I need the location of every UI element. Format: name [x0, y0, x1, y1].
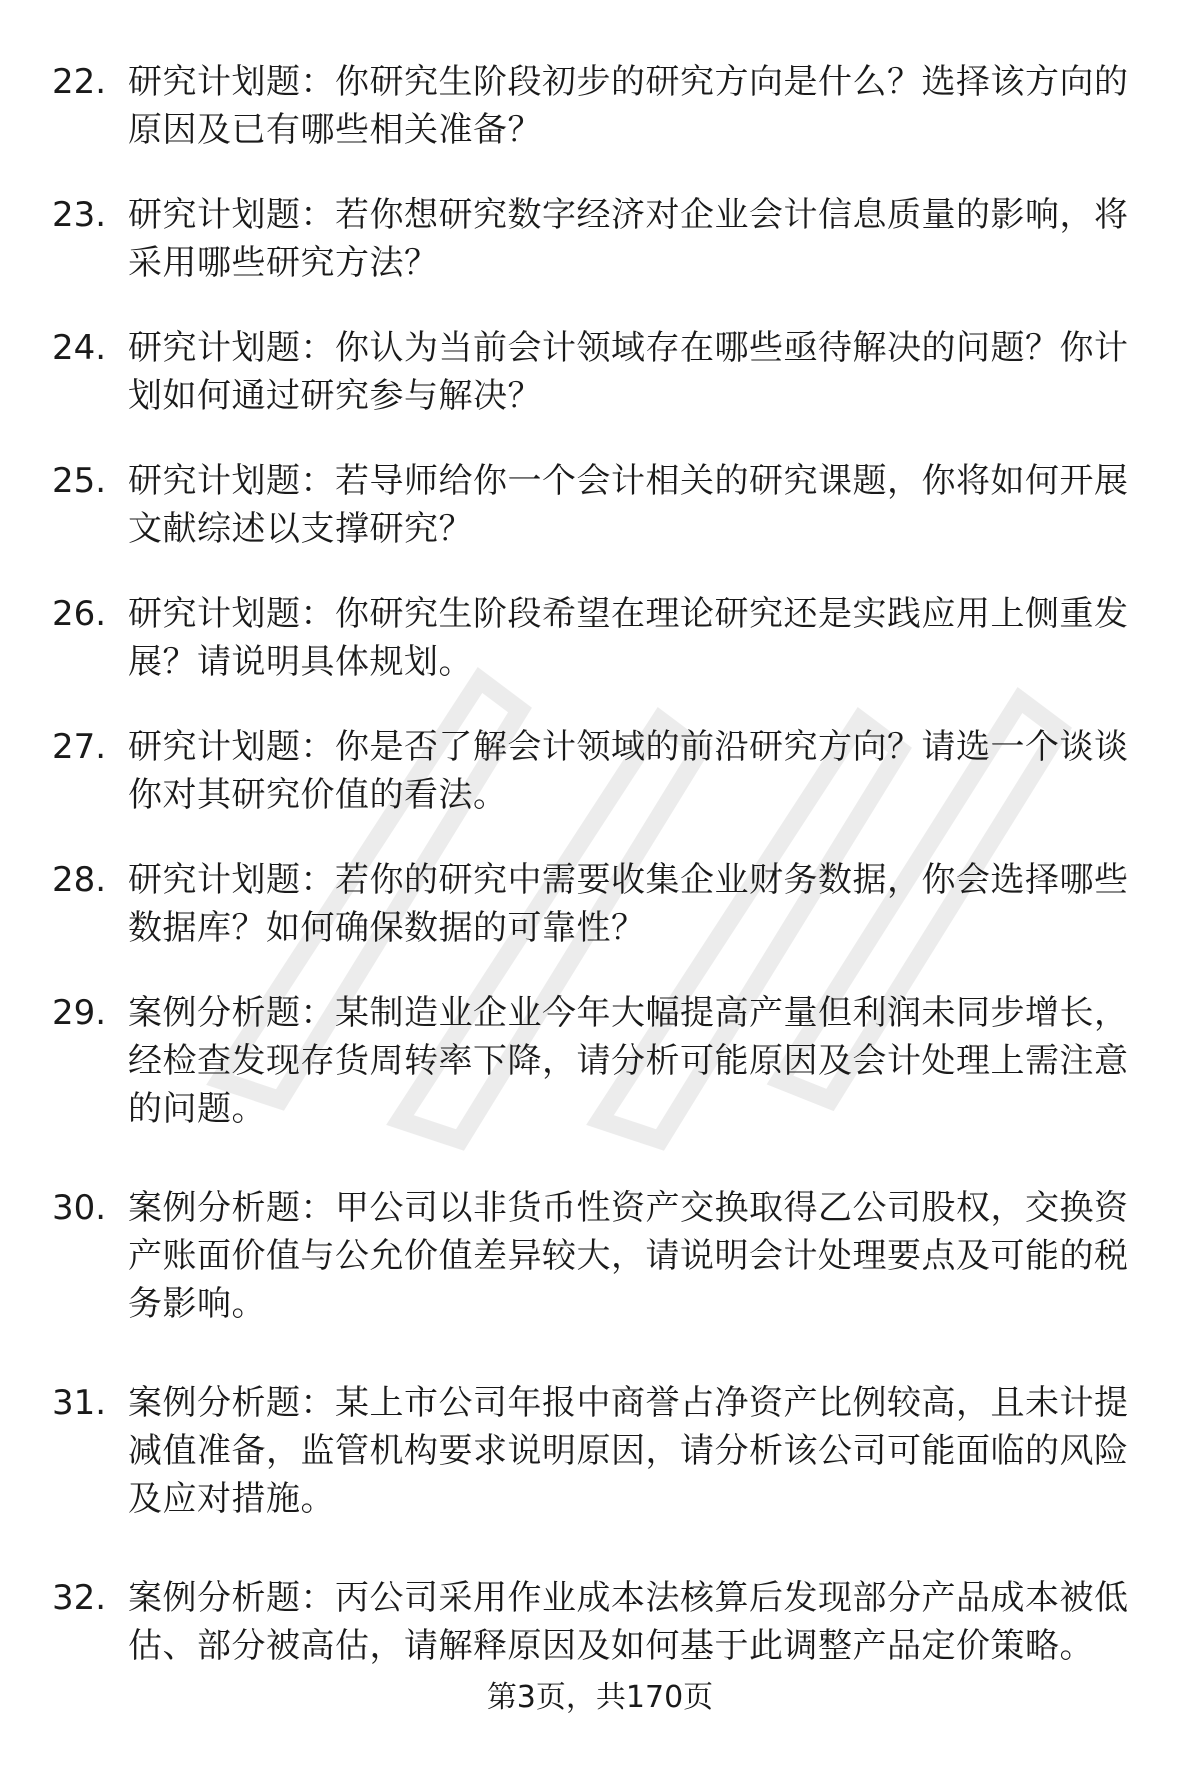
question-item [0, 856, 1200, 989]
question-text: 研究计划题：你认为当前会计领域存在哪些亟待解决的问题？你计划如何通过研究参与解决？ [128, 328, 1129, 416]
question-item [0, 324, 1200, 457]
question-text: 研究计划题：你研究生阶段初步的研究方向是什么？选择该方向的原因及已有哪些相关准备？ [128, 62, 1129, 150]
question-item [0, 590, 1200, 723]
question-number: 32. [52, 1578, 107, 1618]
question-text: 研究计划题：若你想研究数字经济对企业会计信息质量的影响，将采用哪些研究方法？ [128, 195, 1129, 283]
question-text: 研究计划题：你是否了解会计领域的前沿研究方向？请选一个谈谈你对其研究价值的看法。 [128, 727, 1129, 815]
question-list [0, 58, 1200, 1769]
question-text: 案例分析题：丙公司采用作业成本法核算后发现部分产品成本被低估、部分被高估，请解释原因及如何基于此调整产品定价策略。 [128, 1578, 1129, 1666]
question-text: 研究计划题：你研究生阶段希望在理论研究还是实践应用上侧重发展？请说明具体规划。 [128, 594, 1129, 682]
question-number: 30. [52, 1188, 107, 1228]
question-text: 案例分析题：某上市公司年报中商誉占净资产比例较高，且未计提减值准备，监管机构要求说明原因，请分析该公司可能面临的风险及应对措施。 [128, 1383, 1129, 1519]
question-item [0, 1574, 1200, 1769]
question-text: 案例分析题：甲公司以非货币性资产交换取得乙公司股权，交换资产账面价值与公允价值差异较大，请说明会计处理要点及可能的税务影响。 [128, 1188, 1129, 1324]
question-item [0, 191, 1200, 324]
question-number: 25. [52, 461, 107, 501]
question-text: 研究计划题：若导师给你一个会计相关的研究课题，你将如何开展文献综述以支撑研究？ [128, 461, 1129, 549]
question-item [0, 1379, 1200, 1574]
question-number: 27. [52, 727, 107, 767]
question-item [0, 723, 1200, 856]
question-item [0, 989, 1200, 1184]
question-number: 22. [52, 62, 107, 102]
question-item [0, 457, 1200, 590]
question-number: 28. [52, 860, 107, 900]
question-text: 案例分析题：某制造业企业今年大幅提高产量但利润未同步增长，经检查发现存货周转率下降，请分析可能原因及会计处理上需注意的问题。 [128, 993, 1129, 1129]
question-number: 23. [52, 195, 107, 235]
question-number: 31. [52, 1383, 107, 1423]
question-number: 26. [52, 594, 107, 634]
page-footer: 第3页，共170页 [486, 1680, 714, 1715]
question-number: 24. [52, 328, 107, 368]
question-number: 29. [52, 993, 107, 1033]
question-item [0, 1184, 1200, 1379]
question-item [0, 58, 1200, 191]
question-text: 研究计划题：若你的研究中需要收集企业财务数据，你会选择哪些数据库？如何确保数据的可靠性？ [128, 860, 1129, 948]
